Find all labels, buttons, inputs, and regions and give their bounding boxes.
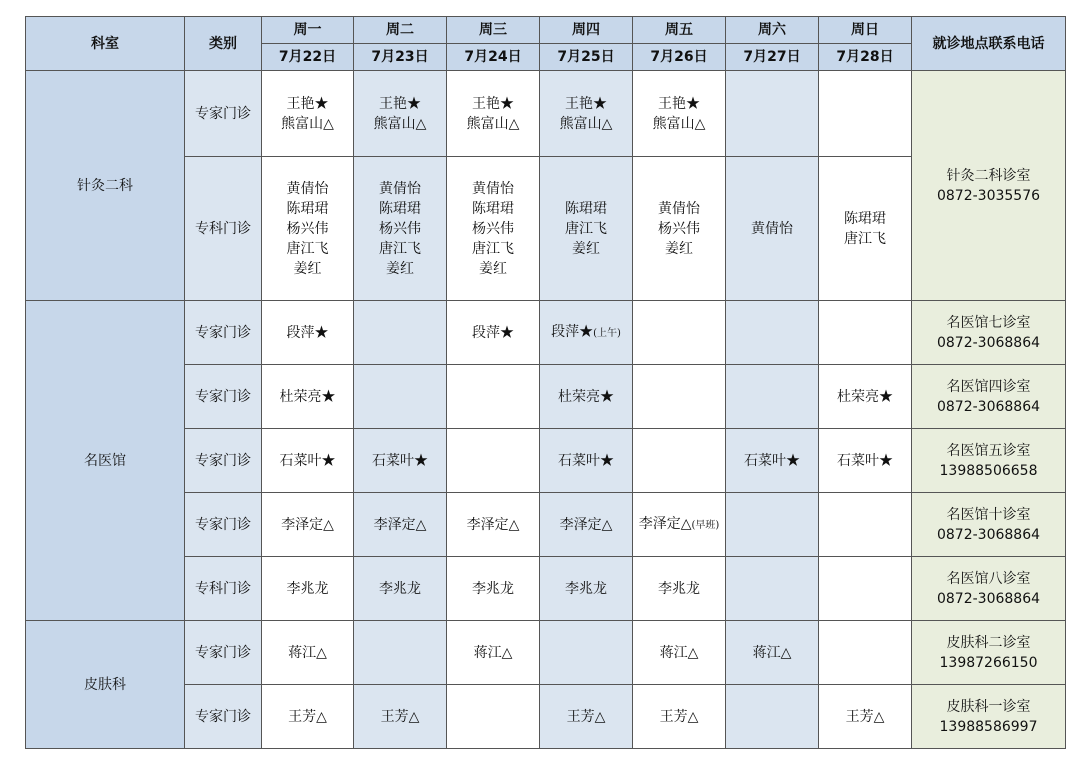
contact-cell — [912, 429, 1066, 493]
doctor-name: 蒋江△ — [659, 644, 699, 661]
clinic-room: 皮肤科二诊室 — [946, 634, 1031, 651]
doctor-cell — [447, 71, 540, 157]
weekday-header: 周四 — [540, 17, 633, 44]
doctor-cell — [262, 301, 354, 365]
clinic-type-cell: 专科门诊 — [185, 557, 262, 621]
table-row — [26, 71, 1066, 157]
doctor-cell — [262, 365, 354, 429]
clinic-type-cell: 专家门诊 — [185, 621, 262, 685]
doctor-cell — [540, 429, 633, 493]
doctor-name: 姜红 — [572, 240, 600, 257]
doctor-name: 姜红 — [386, 260, 414, 277]
doctor-cell — [633, 685, 726, 749]
doctor-name: 杜荣亮★ — [558, 388, 614, 405]
schedule-wrapper — [25, 16, 1066, 749]
phone-number: 13988586997 — [939, 718, 1038, 735]
doctor-name: 段萍★ — [286, 324, 329, 341]
clinic-type-cell: 专家门诊 — [185, 493, 262, 557]
doctor-name: 唐江飞 — [472, 240, 514, 257]
contact-cell — [912, 557, 1066, 621]
doctor-cell — [540, 71, 633, 157]
clinic-room: 针灸二科诊室 — [946, 167, 1031, 184]
doctor-cell — [726, 621, 819, 685]
weekday-header: 周二 — [354, 17, 447, 44]
clinic-schedule-table — [25, 16, 1066, 749]
clinic-room: 皮肤科一诊室 — [946, 698, 1031, 715]
clinic-room: 名医馆十诊室 — [946, 506, 1031, 523]
doctor-cell — [726, 493, 819, 557]
weekday-header: 周一 — [262, 17, 354, 44]
clinic-room: 名医馆四诊室 — [946, 378, 1031, 395]
weekday-header: 周六 — [726, 17, 819, 44]
clinic-type-cell: 专家门诊 — [185, 301, 262, 365]
doctor-cell — [726, 157, 819, 301]
doctor-cell — [726, 301, 819, 365]
doctor-name: 李泽定△(早班) — [638, 515, 720, 532]
doctor-cell — [819, 685, 912, 749]
doctor-name: 石菜叶★ — [372, 452, 428, 469]
doctor-cell — [262, 429, 354, 493]
doctor-cell — [633, 493, 726, 557]
phone-number: 0872-3035576 — [936, 187, 1041, 204]
phone-number: 0872-3068864 — [936, 334, 1041, 351]
doctor-name: 唐江飞 — [565, 220, 607, 237]
doctor-cell — [819, 157, 912, 301]
doctor-cell — [262, 621, 354, 685]
clinic-room: 名医馆七诊室 — [946, 314, 1031, 331]
doctor-name: 黄倩怡 — [472, 180, 514, 197]
doctor-name: 熊富山△ — [466, 115, 520, 132]
phone-number: 0872-3068864 — [936, 526, 1041, 543]
table-row — [26, 301, 1066, 365]
doctor-cell — [262, 557, 354, 621]
doctor-name: 石菜叶★ — [279, 452, 336, 469]
clinic-type-cell: 专家门诊 — [185, 71, 262, 157]
doctor-name: 唐江飞 — [379, 240, 421, 257]
doctor-name: 王艳★ — [379, 95, 421, 112]
doctor-cell — [819, 301, 912, 365]
doctor-name: 唐江飞 — [286, 240, 329, 257]
header-row-weekdays — [26, 17, 1066, 44]
doctor-cell — [354, 685, 447, 749]
doctor-name: 王芳△ — [288, 708, 327, 725]
date-header: 7月23日 — [354, 44, 447, 71]
doctor-cell — [354, 493, 447, 557]
doctor-cell — [262, 71, 354, 157]
doctor-cell — [354, 557, 447, 621]
date-header: 7月22日 — [262, 44, 354, 71]
date-header: 7月28日 — [819, 44, 912, 71]
session-note: (早班) — [691, 519, 720, 531]
doctor-name: 陈珺珺 — [844, 210, 886, 227]
doctor-name: 陈珺珺 — [379, 200, 421, 217]
doctor-cell — [262, 685, 354, 749]
doctor-cell — [354, 621, 447, 685]
contact-cell — [912, 71, 1066, 301]
contact-column-header: 就诊地点联系电话 — [912, 17, 1066, 71]
doctor-cell — [540, 493, 633, 557]
doctor-name: 杨兴伟 — [379, 220, 421, 237]
contact-cell — [912, 621, 1066, 685]
doctor-cell — [633, 157, 726, 301]
department-name-cell: 皮肤科 — [26, 621, 185, 749]
doctor-name: 李泽定△ — [281, 516, 334, 533]
weekday-header: 周三 — [447, 17, 540, 44]
type-column-header: 类别 — [185, 17, 262, 71]
doctor-cell — [354, 301, 447, 365]
doctor-cell — [354, 157, 447, 301]
doctor-name: 黄倩怡 — [379, 180, 421, 197]
doctor-cell — [726, 365, 819, 429]
doctor-cell — [447, 365, 540, 429]
doctor-cell — [447, 157, 540, 301]
clinic-room: 名医馆五诊室 — [946, 442, 1031, 459]
doctor-name: 李兆龙 — [379, 580, 421, 597]
doctor-cell — [540, 301, 633, 365]
phone-number: 13988506658 — [939, 462, 1038, 479]
doctor-cell — [819, 493, 912, 557]
doctor-cell — [819, 365, 912, 429]
date-header: 7月26日 — [633, 44, 726, 71]
doctor-cell — [262, 493, 354, 557]
weekday-header: 周日 — [819, 17, 912, 44]
phone-number: 0872-3068864 — [936, 590, 1041, 607]
doctor-name: 陈珺珺 — [472, 200, 514, 217]
doctor-name: 陈珺珺 — [565, 200, 607, 217]
doctor-cell — [540, 557, 633, 621]
doctor-cell — [447, 685, 540, 749]
doctor-cell — [633, 301, 726, 365]
doctor-cell — [354, 71, 447, 157]
doctor-name: 王芳△ — [566, 708, 606, 725]
doctor-name: 陈珺珺 — [286, 200, 329, 217]
doctor-name: 王艳★ — [658, 95, 700, 112]
doctor-cell — [633, 621, 726, 685]
doctor-name: 杜荣亮★ — [279, 388, 336, 405]
doctor-cell — [447, 621, 540, 685]
doctor-name: 熊富山△ — [373, 115, 427, 132]
doctor-name: 王芳△ — [659, 708, 699, 725]
doctor-cell — [819, 71, 912, 157]
doctor-name: 王芳△ — [845, 708, 885, 725]
doctor-name: 熊富山△ — [281, 115, 334, 132]
doctor-name: 黄倩怡 — [286, 180, 329, 197]
doctor-cell — [819, 429, 912, 493]
doctor-name: 蒋江△ — [752, 644, 792, 661]
doctor-name: 石菜叶★ — [837, 452, 893, 469]
doctor-name: 熊富山△ — [559, 115, 613, 132]
doctor-cell — [726, 71, 819, 157]
clinic-type-cell: 专家门诊 — [185, 429, 262, 493]
clinic-type-cell: 专科门诊 — [185, 157, 262, 301]
doctor-name: 石菜叶★ — [744, 452, 800, 469]
doctor-cell — [726, 685, 819, 749]
clinic-room: 名医馆八诊室 — [946, 570, 1031, 587]
doctor-name: 李兆龙 — [565, 580, 607, 597]
doctor-name: 蒋江△ — [288, 644, 327, 661]
dept-column-header: 科室 — [26, 17, 185, 71]
doctor-name: 唐江飞 — [844, 230, 886, 247]
doctor-cell — [819, 621, 912, 685]
date-header: 7月24日 — [447, 44, 540, 71]
doctor-name: 杨兴伟 — [472, 220, 514, 237]
doctor-cell — [726, 557, 819, 621]
phone-number: 13987266150 — [939, 654, 1038, 671]
doctor-cell — [540, 365, 633, 429]
doctor-name: 王艳★ — [286, 95, 329, 112]
doctor-name: 姜红 — [665, 240, 693, 257]
doctor-cell — [447, 429, 540, 493]
doctor-cell — [447, 493, 540, 557]
doctor-name: 段萍★(上午) — [551, 323, 621, 340]
doctor-name: 段萍★ — [472, 324, 514, 341]
doctor-name: 石菜叶★ — [558, 452, 614, 469]
weekday-header: 周五 — [633, 17, 726, 44]
doctor-name: 蒋江△ — [473, 644, 513, 661]
doctor-name: 王艳★ — [565, 95, 607, 112]
doctor-cell — [447, 557, 540, 621]
doctor-cell — [540, 157, 633, 301]
doctor-cell — [633, 365, 726, 429]
doctor-name: 杨兴伟 — [658, 220, 700, 237]
schedule-body — [26, 71, 1066, 749]
contact-cell — [912, 493, 1066, 557]
doctor-cell — [633, 429, 726, 493]
department-name-cell: 名医馆 — [26, 301, 185, 621]
doctor-cell — [540, 621, 633, 685]
doctor-name: 李兆龙 — [286, 580, 329, 597]
doctor-cell — [540, 685, 633, 749]
doctor-cell — [633, 71, 726, 157]
date-header: 7月25日 — [540, 44, 633, 71]
contact-cell — [912, 685, 1066, 749]
doctor-name: 黄倩怡 — [658, 200, 700, 217]
phone-number: 0872-3068864 — [936, 398, 1041, 415]
date-header: 7月27日 — [726, 44, 819, 71]
doctor-cell — [726, 429, 819, 493]
doctor-cell — [354, 429, 447, 493]
doctor-name: 杜荣亮★ — [837, 388, 893, 405]
doctor-name: 姜红 — [293, 260, 322, 277]
contact-cell — [912, 301, 1066, 365]
doctor-name: 姜红 — [479, 260, 507, 277]
doctor-name: 杨兴伟 — [286, 220, 329, 237]
doctor-cell — [633, 557, 726, 621]
doctor-name: 王艳★ — [472, 95, 514, 112]
clinic-type-cell: 专家门诊 — [185, 365, 262, 429]
table-row — [26, 621, 1066, 685]
doctor-name: 黄倩怡 — [751, 220, 793, 237]
doctor-cell — [354, 365, 447, 429]
department-name-cell: 针灸二科 — [26, 71, 185, 301]
doctor-name: 李兆龙 — [658, 580, 700, 597]
clinic-type-cell: 专家门诊 — [185, 685, 262, 749]
doctor-name: 熊富山△ — [652, 115, 706, 132]
session-note: (上午) — [593, 327, 621, 339]
doctor-name: 李泽定△ — [559, 516, 613, 533]
doctor-cell — [819, 557, 912, 621]
doctor-name: 王芳△ — [380, 708, 420, 725]
doctor-name: 李泽定△ — [373, 516, 427, 533]
contact-cell — [912, 365, 1066, 429]
doctor-cell — [262, 157, 354, 301]
doctor-name: 李泽定△ — [466, 516, 520, 533]
doctor-name: 李兆龙 — [472, 580, 514, 597]
doctor-cell — [447, 301, 540, 365]
